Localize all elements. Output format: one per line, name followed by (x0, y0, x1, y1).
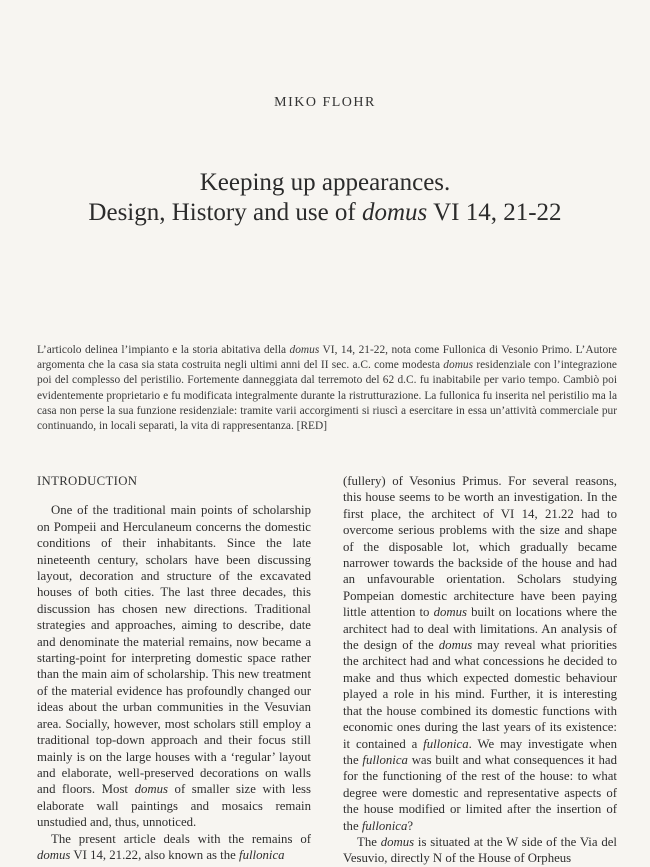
paragraph-text: is situated at the W side of the Via del Vesuvio, directly N of the House of Orpheus (343, 834, 617, 866)
paragraph (37, 831, 311, 864)
paragraph-text: . We may investigate when the (343, 736, 617, 767)
title-line-2 (0, 198, 650, 228)
paragraph-text: ? (407, 818, 414, 833)
italic-term: fullonica (239, 847, 285, 862)
abstract-italic-2: domus (443, 359, 474, 372)
paragraph-text: built on locations where the architect had to deal with limitations. An analysis of the design of the (343, 605, 617, 653)
paragraph-text: VI 14, 21.22, also known as the (70, 847, 240, 862)
article-title (0, 168, 650, 228)
abstract-text-1: L’articolo delinea l’impianto e la storia abitativa della (37, 344, 290, 356)
paragraph-text: was built and what consequences it had for the functioning of the rest of the house: to what degree were domestic and representative aspects of the house modified or limited after the insertion of the (343, 752, 617, 833)
title-line-1: Keeping up appearances. (199, 169, 451, 196)
right-column (343, 473, 617, 867)
italic-term: fullonica (362, 752, 408, 767)
paragraph-text: The (357, 834, 381, 849)
paragraph (37, 502, 311, 830)
paragraph-text: The present article deals with the remains of (51, 831, 311, 846)
abstract (37, 343, 617, 434)
italic-term: fullonica (423, 736, 469, 751)
body-columns (37, 473, 617, 867)
paragraph-text: may reveal what priorities the architect had and what concessions he decided to make and thus which expected domestic behaviour played a role in his mind. Further, it is interesting that the house combined its domestic functions with economic ones during the last years of its existence: it contained a (343, 638, 617, 751)
italic-term: domus (134, 782, 168, 797)
abstract-text-3: residenziale con l’integrazione poi del complesso del peristilio. Fortemente danneggiata dal terremoto del 62 d.C. fu inabitabile per vario tempo. Cambiò poi evidentemente proprietario e fu modificata integralmente durante la ristrutturazione. La fullonica fu inserita nel peristilio ma la casa non perse la sua funzione residenziale: tramite varii accorgimenti si riuscì a esercitare in essa un’attività commerciale pur continuando, in locali separati, la vita di rappresentanza. [RED] (37, 359, 617, 433)
italic-term: domus (37, 847, 71, 862)
section-heading: INTRODUCTION (37, 474, 138, 488)
paragraph-text: One of the traditional main points of scholarship on Pompeii and Herculaneum concerns the domestic conditions of their inhabitants. Since the late nineteenth century, scholars have been discussing layout, decoration and structure of the excavated houses of both cities. The last three decades, this discussion has chosen new directions. Traditional strategies and approaches, aiming to describe, date and denominate the material remains, now became a starting-point for interpreting domestic space rather than the main aim of scholarship. This new treatment of the material evidence has profoundly changed our ideas about the urban communities in the Vesuvian area. Socially, however, most scholars still employ a traditional top-down approach and their focus still mainly is on the large houses with a ‘regular’ layout and elaborate, well-preserved decorations on walls and floors. Most (37, 503, 311, 797)
italic-term: domus (433, 605, 467, 620)
title-line-2-italic: domus (362, 199, 428, 226)
paragraph (343, 473, 617, 834)
abstract-text-2: VI, 14, 21-22, nota come Fullonica di Vesonio Primo. L’Autore argomenta che la casa sia stata costruita negli ultimi anni del II sec. a.C. come modesta (37, 344, 617, 372)
author-name: MIKO FLOHR (274, 95, 376, 110)
title-line-2-prefix: Design, History and use of (88, 199, 362, 226)
left-column (37, 473, 311, 867)
paragraph (343, 834, 617, 867)
paragraph-text: (fullery) of Vesonius Primus. For several reasons, this house seems to be worth an investigation. In the first place, the architect of VI 14, 21.22 had to overcome serious problems with the size and shape of the disposable lot, which gradually became narrower towards the backside of the house and had an unfavourable orientation. Scholars studying Pompeian domestic architecture have been paying little attention to (343, 474, 617, 620)
title-line-2-suffix: VI 14, 21-22 (427, 199, 562, 226)
italic-term: domus (438, 638, 473, 653)
paragraph-text: of smaller size with less elaborate wall paintings and mosaics remain unstudied and, thus, unnoticed. (37, 782, 311, 830)
italic-term: fullonica (361, 818, 408, 833)
abstract-italic-1: domus (289, 344, 320, 356)
italic-term: domus (380, 834, 415, 849)
